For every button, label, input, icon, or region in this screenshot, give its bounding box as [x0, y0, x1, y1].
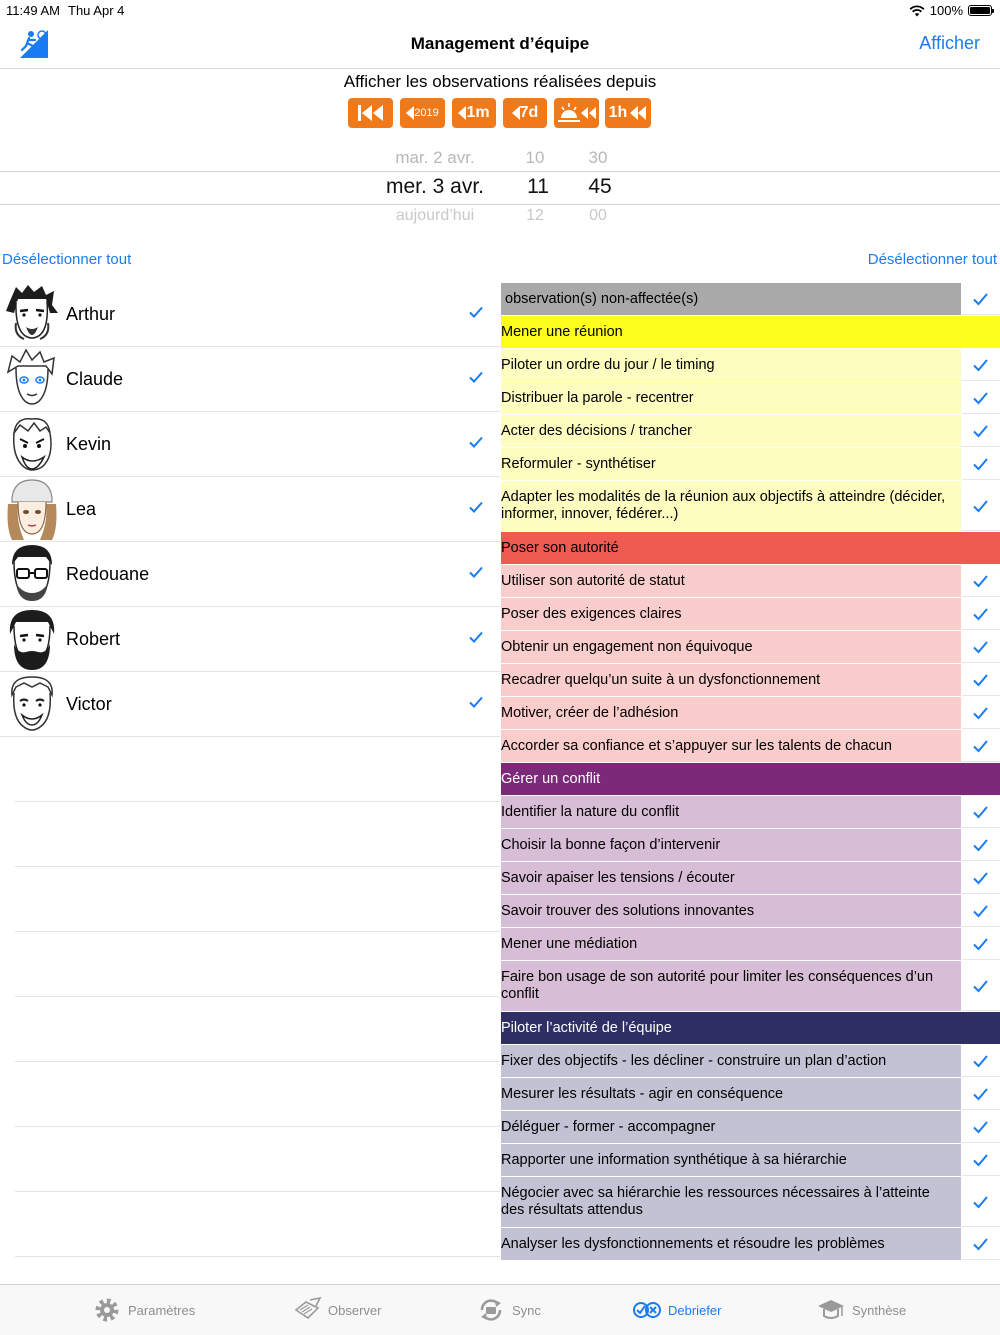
- competency-label: Poser des exigences claires: [501, 598, 961, 630]
- category-title: Mener une réunion: [501, 316, 1000, 348]
- status-date: Thu Apr 4: [68, 3, 125, 18]
- person-row-lea[interactable]: [0, 477, 500, 542]
- competency-row[interactable]: [501, 829, 1000, 862]
- person-row-kevin[interactable]: [0, 412, 500, 477]
- person-name: Arthur: [66, 304, 116, 324]
- battery-percent: 100%: [929, 3, 963, 18]
- back-arrow-icon: [512, 106, 520, 120]
- person-row-victor[interactable]: [0, 672, 500, 737]
- picker-date-current[interactable]: mer. 3 avr.: [385, 175, 485, 198]
- person-row-claude[interactable]: [0, 347, 500, 412]
- picker-minute-next[interactable]: 00: [589, 207, 607, 224]
- competency-label: Reformuler - synthétiser: [501, 448, 961, 480]
- checkmark-icon: [973, 1153, 988, 1167]
- checkmark-icon: [973, 979, 988, 993]
- tab-label: Observer: [328, 1302, 382, 1318]
- tab-label: Debriefer: [668, 1302, 722, 1318]
- check-cell: [962, 895, 1000, 927]
- checkmark-icon: [973, 1054, 988, 1068]
- checkmark-icon: [973, 739, 988, 753]
- check-cell: [962, 1228, 1000, 1260]
- competency-label: Piloter un ordre du jour / le timing: [501, 349, 961, 381]
- back-1h-label: 1h: [608, 104, 628, 121]
- since-label: Afficher les observations réalisées depuis: [343, 72, 657, 91]
- competency-row[interactable]: [501, 448, 1000, 481]
- category-header-equipe[interactable]: [501, 1012, 1000, 1045]
- competency-label: Acter des décisions / trancher: [501, 415, 961, 447]
- check-cell: [962, 565, 1000, 597]
- competency-label: Rapporter une information synthétique à sa hiérarchie: [501, 1144, 961, 1176]
- category-header-conflit[interactable]: [501, 763, 1000, 796]
- competency-label: Faire bon usage de son autorité pour limiter les conséquences d’un conflit: [501, 961, 961, 1011]
- checkmark-icon: [973, 574, 988, 588]
- checkmark-icon: [468, 304, 484, 320]
- competency-label: Fixer des objectifs - les décliner - construire un plan d’action: [501, 1045, 961, 1077]
- competency-row[interactable]: [501, 730, 1000, 763]
- datetime-picker[interactable]: [0, 140, 1000, 230]
- check-cell: [962, 1177, 1000, 1227]
- picker-hour-prev[interactable]: 10: [525, 148, 545, 167]
- avatar: [2, 283, 62, 345]
- check-cell: [962, 481, 1000, 531]
- person-row-redouane[interactable]: [0, 542, 500, 607]
- sunrise-rewind-icon: [557, 102, 597, 124]
- checkmark-icon: [973, 1087, 988, 1101]
- person-name: Kevin: [66, 434, 112, 454]
- competency-row[interactable]: [501, 1078, 1000, 1111]
- person-row-robert[interactable]: [0, 607, 500, 672]
- battery-icon: [968, 5, 992, 16]
- unassigned-row[interactable]: [501, 283, 1000, 316]
- checkmark-icon: [973, 904, 988, 918]
- competency-label: Savoir apaiser les tensions / écouter: [501, 862, 961, 894]
- competency-row[interactable]: [501, 1144, 1000, 1177]
- status-right: [909, 3, 992, 18]
- afficher-button[interactable]: Afficher: [919, 33, 980, 53]
- competency-label: Mesurer les résultats - agir en conséquence: [501, 1078, 961, 1110]
- competency-label: Analyser les dysfonctionnements et résoudre les problèmes: [501, 1228, 961, 1260]
- person-name: Robert: [66, 629, 121, 649]
- gear-icon: [92, 1296, 122, 1324]
- category-title: Gérer un conflit: [501, 763, 1000, 795]
- check-cell: [962, 664, 1000, 696]
- status-bar: [0, 0, 1000, 20]
- unassigned-label: observation(s) non-affectée(s): [501, 283, 961, 315]
- check-cell: [962, 862, 1000, 894]
- checkmark-icon: [973, 424, 988, 438]
- back-7d-button[interactable]: [503, 98, 547, 128]
- check-cell: [962, 829, 1000, 861]
- check-cell: [962, 448, 1000, 480]
- picker-hour-current[interactable]: 11: [527, 175, 549, 198]
- competency-label: Obtenir un engagement non équivoque: [501, 631, 961, 663]
- competency-label: Choisir la bonne façon d’intervenir: [501, 829, 961, 861]
- checkmark-icon: [468, 694, 484, 710]
- checkmark-icon: [973, 937, 988, 951]
- checkmark-icon: [468, 629, 484, 645]
- competency-row[interactable]: [501, 382, 1000, 415]
- competency-row[interactable]: [501, 565, 1000, 598]
- picker-minute-current[interactable]: 45: [588, 175, 612, 198]
- empty-row: [15, 1192, 500, 1257]
- empty-row: [15, 997, 500, 1062]
- competency-row[interactable]: [501, 664, 1000, 697]
- person-name: Redouane: [66, 564, 150, 584]
- avatar: [2, 608, 62, 670]
- wifi-icon: [909, 5, 925, 17]
- graduation-cap-icon: [816, 1296, 846, 1324]
- person-name: Victor: [66, 694, 112, 714]
- check-cell: [962, 928, 1000, 960]
- skip-to-start-icon: [356, 103, 386, 123]
- competency-label: Négocier avec sa hiérarchie les ressources nécessaires à l’atteinte des résultats attendus: [501, 1177, 961, 1227]
- checkmark-icon: [973, 499, 988, 513]
- clipboard-icon: [292, 1296, 322, 1324]
- competency-row[interactable]: [501, 481, 1000, 532]
- competency-row[interactable]: [501, 349, 1000, 382]
- competency-label: Motiver, créer de l’adhésion: [501, 697, 961, 729]
- deselect-all-people-button[interactable]: Désélectionner tout: [2, 251, 132, 268]
- checkmark-icon: [973, 706, 988, 720]
- competency-label: Utiliser son autorité de statut: [501, 565, 961, 597]
- competency-label: Distribuer la parole - recentrer: [501, 382, 961, 414]
- category-title: Piloter l’activité de l’équipe: [501, 1012, 1000, 1044]
- checkmark-icon: [468, 434, 484, 450]
- competency-list: [501, 283, 1000, 1261]
- category-header-reunion[interactable]: [501, 316, 1000, 349]
- sync-icon: [476, 1296, 506, 1324]
- checkmark-icon: [468, 369, 484, 385]
- back-sunrise-button[interactable]: [554, 98, 599, 128]
- empty-row: [15, 1062, 500, 1127]
- back-2019-button[interactable]: [400, 98, 445, 128]
- competency-row[interactable]: [501, 697, 1000, 730]
- picker-date-next[interactable]: aujourd’hui: [395, 207, 475, 224]
- checkmark-icon: [973, 838, 988, 852]
- navigation-bar: [0, 20, 1000, 69]
- check-cell: [962, 730, 1000, 762]
- competency-row[interactable]: [501, 862, 1000, 895]
- check-cell: [962, 349, 1000, 381]
- check-cell: [962, 283, 1000, 315]
- tab-synthese[interactable]: [816, 1285, 906, 1335]
- competency-row[interactable]: [501, 1045, 1000, 1078]
- back-arrow-icon: [458, 106, 466, 120]
- avatar: [2, 543, 62, 605]
- competency-row[interactable]: [501, 961, 1000, 1012]
- status-time: 11:49 AM: [6, 3, 60, 18]
- checkmark-icon: [973, 673, 988, 687]
- people-list: [0, 282, 500, 1257]
- competency-row[interactable]: [501, 415, 1000, 448]
- check-cell: [962, 796, 1000, 828]
- check-cell: [962, 1144, 1000, 1176]
- page-title: Management d’équipe: [410, 34, 590, 53]
- person-name: Lea: [66, 499, 97, 519]
- checkmark-icon: [468, 564, 484, 580]
- back-1h-button[interactable]: [605, 98, 651, 128]
- check-cell: [962, 415, 1000, 447]
- empty-row: [15, 737, 500, 802]
- picker-minute-prev[interactable]: 30: [588, 148, 608, 167]
- checkmark-icon: [973, 457, 988, 471]
- checkmark-icon: [973, 1195, 988, 1209]
- category-header-autorite[interactable]: [501, 532, 1000, 565]
- checkmark-icon: [973, 640, 988, 654]
- check-cell: [962, 1078, 1000, 1110]
- check-cell: [962, 598, 1000, 630]
- empty-row: [15, 867, 500, 932]
- check-cell: [962, 1111, 1000, 1143]
- checkmark-icon: [973, 1237, 988, 1251]
- tab-parametres[interactable]: [92, 1285, 195, 1335]
- empty-row: [15, 802, 500, 867]
- skip-to-start-button[interactable]: [348, 98, 393, 128]
- tab-label: Synthèse: [852, 1302, 907, 1318]
- competency-label: Savoir trouver des solutions innovantes: [501, 895, 961, 927]
- back-arrow-icon: [406, 106, 414, 120]
- picker-hour-next[interactable]: 12: [526, 207, 544, 224]
- competency-label: Mener une médiation: [501, 928, 961, 960]
- back-7d-label: 7d: [519, 104, 539, 121]
- checkmark-icon: [468, 499, 484, 515]
- person-name: Claude: [66, 369, 124, 389]
- competency-row[interactable]: [501, 928, 1000, 961]
- competency-row[interactable]: [501, 895, 1000, 928]
- deselect-all-competencies-button[interactable]: Désélectionner tout: [867, 251, 997, 268]
- competency-label: Identifier la nature du conflit: [501, 796, 961, 828]
- checkmark-icon: [973, 391, 988, 405]
- competency-label: Recadrer quelqu’un suite à un dysfonctionnement: [501, 664, 961, 696]
- back-2019-label: 2019: [414, 107, 439, 119]
- checkmark-icon: [973, 1120, 988, 1134]
- checkmark-icon: [973, 358, 988, 372]
- tab-label: Paramètres: [128, 1302, 196, 1318]
- check-cell: [962, 382, 1000, 414]
- competency-label: Accorder sa confiance et s’appuyer sur les talents de chacun: [501, 730, 961, 762]
- category-title: Poser son autorité: [501, 532, 1000, 564]
- competency-row[interactable]: [501, 631, 1000, 664]
- checkmark-icon: [973, 292, 988, 306]
- empty-row: [15, 932, 500, 997]
- empty-row: [15, 1127, 500, 1192]
- back-1m-label: 1m: [466, 104, 490, 121]
- avatar: [2, 348, 62, 410]
- checkmark-icon: [973, 805, 988, 819]
- check-cell: [962, 631, 1000, 663]
- checkmark-icon: [973, 871, 988, 885]
- check-cell: [962, 961, 1000, 1011]
- debrief-icon: [632, 1296, 662, 1324]
- rewind-icon: [629, 106, 647, 120]
- avatar: [2, 478, 62, 540]
- competency-row[interactable]: [501, 1177, 1000, 1228]
- check-cell: [962, 697, 1000, 729]
- tab-observer[interactable]: [292, 1285, 381, 1335]
- tab-bar: [0, 1284, 1000, 1335]
- person-row-arthur[interactable]: [0, 282, 500, 347]
- tab-label: Sync: [512, 1302, 541, 1318]
- tab-debriefer[interactable]: [632, 1285, 721, 1335]
- check-cell: [962, 1045, 1000, 1077]
- picker-date-prev[interactable]: mar. 2 avr.: [395, 148, 475, 167]
- avatar: [2, 413, 62, 475]
- competency-row[interactable]: [501, 598, 1000, 631]
- competency-row[interactable]: [501, 796, 1000, 829]
- checkmark-icon: [973, 607, 988, 621]
- competency-label: Déléguer - former - accompagner: [501, 1111, 961, 1143]
- back-1m-button[interactable]: [452, 98, 496, 128]
- avatar: [2, 673, 62, 735]
- competency-row[interactable]: [501, 1111, 1000, 1144]
- competency-row[interactable]: [501, 1228, 1000, 1261]
- tab-sync[interactable]: [476, 1285, 541, 1335]
- competency-label: Adapter les modalités de la réunion aux objectifs à atteindre (décider, informer, innover, fédérer...): [501, 481, 961, 531]
